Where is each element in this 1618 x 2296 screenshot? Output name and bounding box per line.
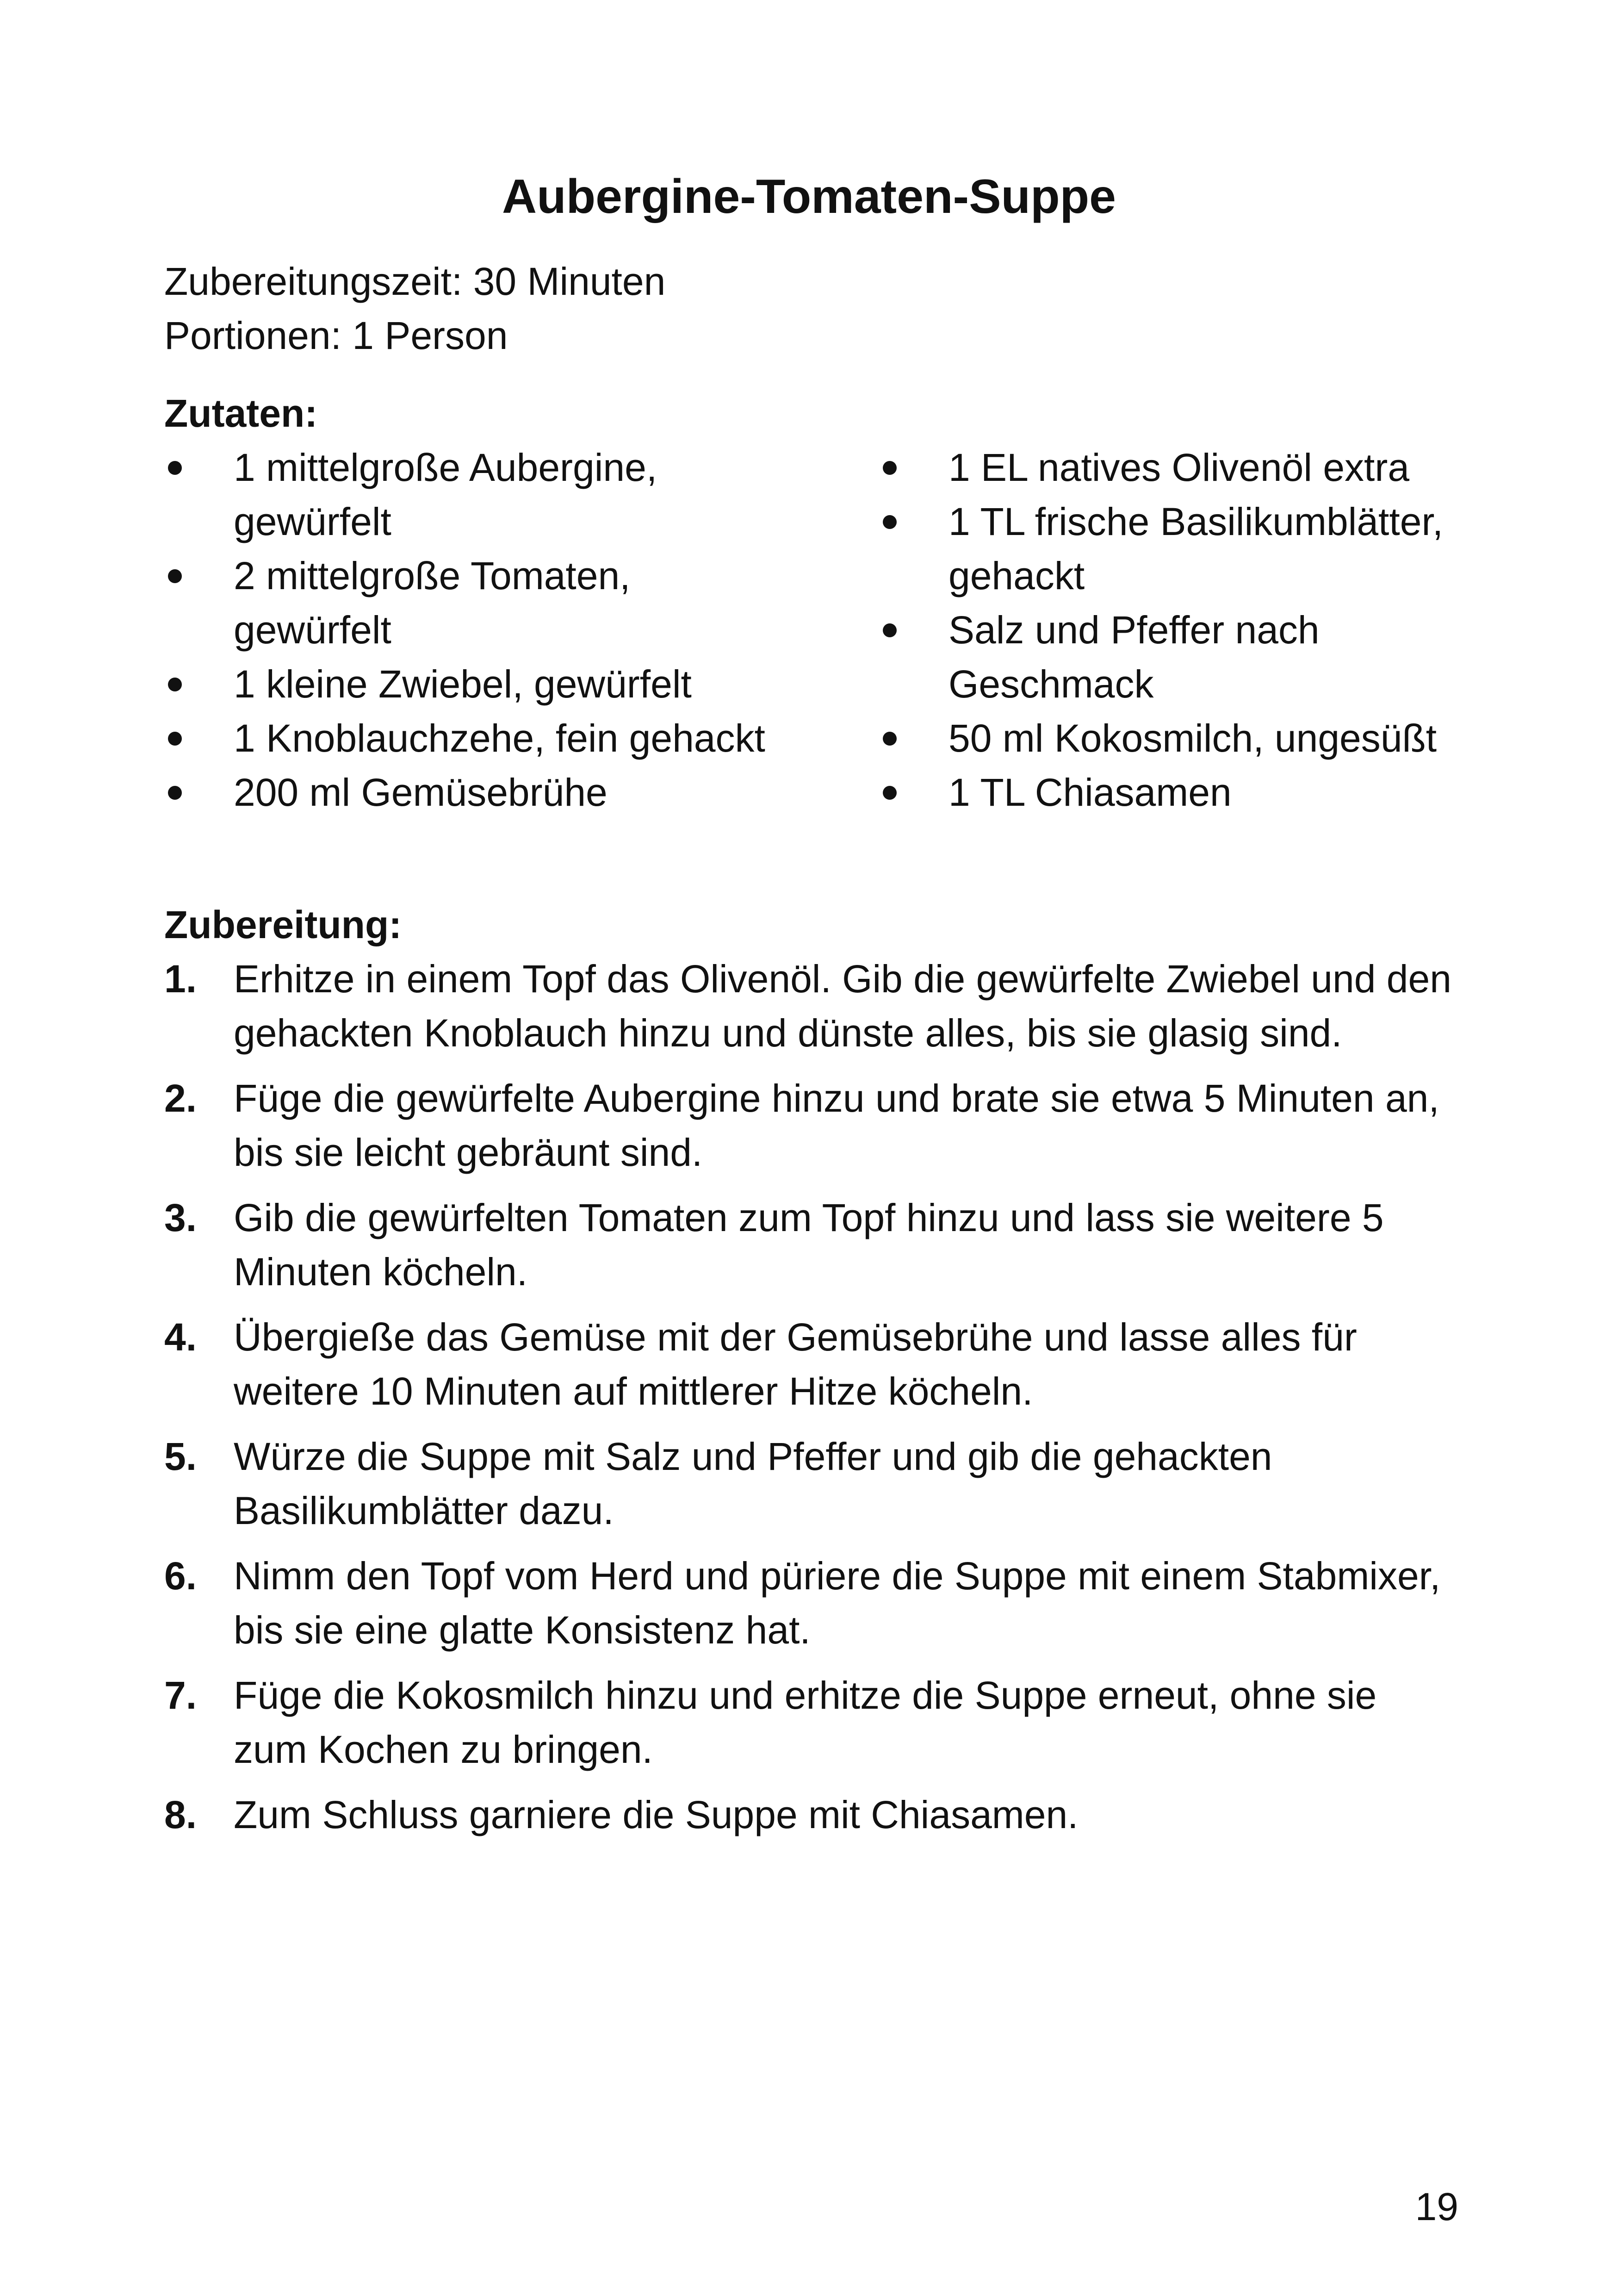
step-item xyxy=(164,1668,1460,1777)
step-number: 5. xyxy=(164,1435,197,1478)
bullet-icon xyxy=(883,515,897,529)
ingredient-item: 1 Knoblauchzehe, fein gehackt xyxy=(164,711,766,765)
bullet-icon xyxy=(168,569,182,583)
ingredient-item: 200 ml Gemüsebrühe xyxy=(164,765,766,820)
ingredients-list-right xyxy=(879,441,1490,820)
recipe-title: Aubergine-Tomaten-Suppe xyxy=(502,170,1116,224)
step-text: Erhitze in einem Topf das Olivenöl. Gib die gewürfelte Zwiebel und den gehackten Knoblauch hinzu und dünste alles, bis sie glasig sind. xyxy=(234,957,1451,1055)
bullet-icon xyxy=(168,461,182,475)
step-number: 6. xyxy=(164,1554,197,1598)
bullet-icon xyxy=(883,461,897,475)
step-text: Würze die Suppe mit Salz und Pfeffer und gib die gehackten Basilikumblätter dazu. xyxy=(234,1435,1272,1532)
bullet-icon xyxy=(883,623,897,637)
step-text: Zum Schluss garniere die Suppe mit Chiasamen. xyxy=(234,1793,1079,1836)
bullet-icon xyxy=(168,678,182,691)
step-item xyxy=(164,1191,1460,1299)
ingredient-item: 2 mittelgroße Tomaten, gewürfelt xyxy=(164,549,766,657)
bullet-icon xyxy=(883,786,897,800)
step-item xyxy=(164,1430,1460,1538)
ingredient-item: 1 mittelgroße Aubergine, gewürfelt xyxy=(164,441,766,549)
recipe-meta xyxy=(164,255,1460,363)
step-item xyxy=(164,1788,1460,1842)
preparation-heading: Zubereitung: xyxy=(164,903,402,946)
step-text: Übergieße das Gemüse mit der Gemüsebrühe und lasse alles für weitere 10 Minuten auf mittlerer Hitze köcheln. xyxy=(234,1315,1357,1413)
ingredients-list-left xyxy=(164,441,766,820)
step-number: 2. xyxy=(164,1076,197,1120)
step-number: 1. xyxy=(164,957,197,1001)
step-item xyxy=(164,1071,1460,1180)
page-number: 19 xyxy=(1415,2185,1458,2228)
ingredient-item: 1 TL Chiasamen xyxy=(879,765,1490,820)
step-text: Nimm den Topf vom Herd und püriere die Suppe mit einem Stabmixer, bis sie eine glatte Konsistenz hat. xyxy=(234,1554,1441,1652)
ingredient-item: 1 TL frische Basilikumblätter, gehackt xyxy=(879,495,1490,603)
step-item xyxy=(164,952,1460,1060)
preparation-steps xyxy=(164,952,1460,1853)
servings: Portionen: 1 Person xyxy=(164,314,508,357)
ingredient-item: 1 EL natives Olivenöl extra xyxy=(879,441,1490,495)
step-item xyxy=(164,1549,1460,1657)
step-number: 8. xyxy=(164,1793,197,1836)
step-text: Gib die gewürfelten Tomaten zum Topf hinzu und lass sie weitere 5 Minuten köcheln. xyxy=(234,1196,1384,1294)
ingredients-heading: Zutaten: xyxy=(164,392,318,435)
ingredient-item: 1 kleine Zwiebel, gewürfelt xyxy=(164,657,766,711)
step-number: 3. xyxy=(164,1196,197,1239)
ingredient-item: Salz und Pfeffer nach Geschmack xyxy=(879,603,1490,711)
ingredient-item: 50 ml Kokosmilch, ungesüßt xyxy=(879,711,1490,765)
bullet-icon xyxy=(883,732,897,746)
step-text: Füge die gewürfelte Aubergine hinzu und brate sie etwa 5 Minuten an, bis sie leicht gebräunt sind. xyxy=(234,1076,1439,1174)
prep-time: Zubereitungszeit: 30 Minuten xyxy=(164,260,666,303)
step-item xyxy=(164,1310,1460,1419)
bullet-icon xyxy=(168,732,182,746)
step-number: 4. xyxy=(164,1315,197,1359)
step-number: 7. xyxy=(164,1674,197,1717)
step-text: Füge die Kokosmilch hinzu und erhitze die Suppe erneut, ohne sie zum Kochen zu bringen. xyxy=(234,1674,1377,1771)
bullet-icon xyxy=(168,786,182,800)
